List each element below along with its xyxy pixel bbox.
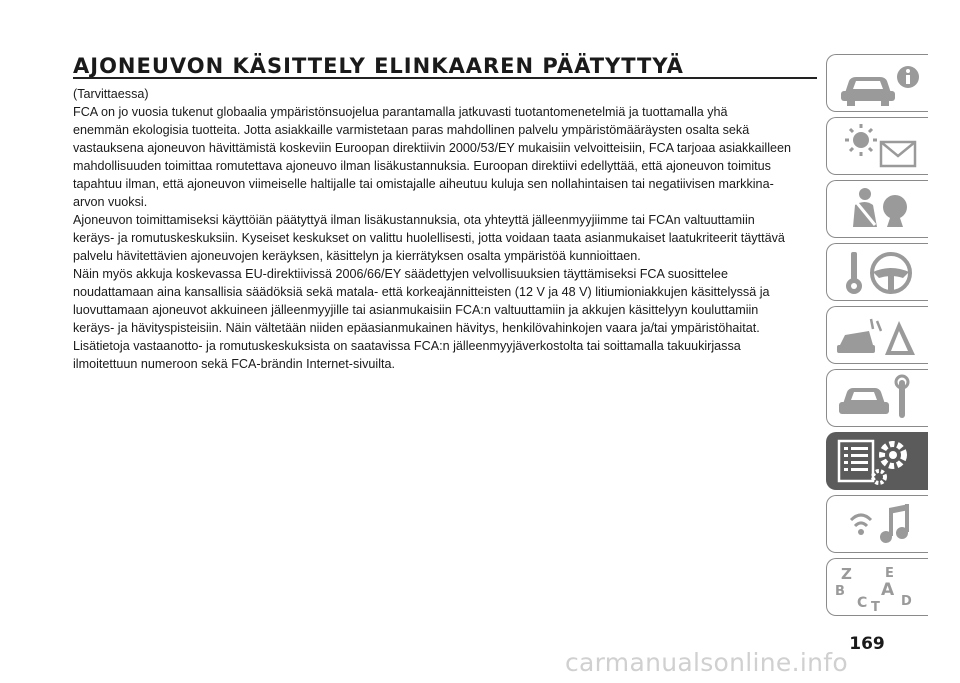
text-line: Lisätietoja vastaanotto- ja romutuskeskuksista on saatavissa FCA:n jälleenmyyjäverkostolta tai soittamalla takuukirjassa xyxy=(73,339,741,353)
index-letter: B xyxy=(835,584,845,599)
text-line: keräys- ja hävityspisteisiin. Näin vältetään niiden epäasianmukainen hävitys, henkilövahinkojen vaara ja/tai ympäristöhaitat. xyxy=(73,321,760,335)
index-letter: T xyxy=(871,600,880,613)
index-letter: Z xyxy=(841,565,852,583)
text-line: keräys- ja romutuskeskuksiin. Kyseiset keskukset on valittu huolellisesti, jotta voidaan taata asianmukaiset laatukriteerit täyttävä xyxy=(73,231,785,245)
tab-safety[interactable] xyxy=(826,180,928,238)
index-letter: A xyxy=(881,580,895,600)
title-rule xyxy=(73,77,817,79)
body-text xyxy=(73,85,823,373)
tab-technical-data[interactable] xyxy=(826,432,928,490)
subtitle-line: (Tarvittaessa) xyxy=(73,87,149,101)
technical-data-icon xyxy=(833,437,923,487)
breakdown-triangle-icon xyxy=(833,311,923,361)
text-line: mahdollisuuden toimittaa romutettava ajoneuvo ilman lisäkustannuksia. Euroopan direktiivi edellyttää, että ajoneuvon toimitus xyxy=(73,159,771,173)
tab-car-info[interactable] xyxy=(826,54,928,112)
tab-maintenance[interactable] xyxy=(826,369,928,427)
text-line: luovuttamaan ajoneuvot akkuineen jälleenmyyjille tai asianmukaisiin FCA:n valtuuttamiin ja akkujen käsittelyyn kouluttamiin xyxy=(73,303,759,317)
tab-starting-driving[interactable] xyxy=(826,243,928,301)
index-letter: C xyxy=(857,595,868,611)
car-info-icon xyxy=(833,59,923,109)
index-letter: E xyxy=(885,566,894,581)
airbag-seatbelt-icon xyxy=(833,185,923,235)
warning-lights-icon xyxy=(833,122,923,172)
alphabetical-index-icon xyxy=(833,563,923,613)
text-line: noudattamaan aina kansallisia säädöksiä sekä matala- että korkeajännitteisten (12 V ja 48 V) litiumioniakkujen käsittelyssä ja xyxy=(73,285,770,299)
key-steering-wheel-icon xyxy=(833,248,923,298)
page-title: AJONEUVON KÄSITTELY ELINKAAREN PÄÄTYTTYÄ xyxy=(73,54,684,78)
multimedia-icon xyxy=(833,500,923,550)
text-line: tapahtuu ilman, että ajoneuvon viimeiselle haltijalle tai omistajalle aiheutuu kuluja sen nollahintaisen tai negatiivisen markkina- xyxy=(73,177,774,191)
text-line: Näin myös akkuja koskevassa EU-direktiivissä 2006/66/EY säädettyjen velvollisuuksien täyttämiseksi FCA suosittelee xyxy=(73,267,728,281)
page-number: 169 xyxy=(849,634,885,654)
text-line: ilmoitettuun numeroon sekä FCA-brändin Internet-sivuilta. xyxy=(73,357,395,371)
text-line: enemmän ekologisia tuotteita. Jotta asiakkaille varmistetaan paras mahdollinen palvelu ympäristömääräysten osalta sekä xyxy=(73,123,750,137)
index-letter: D xyxy=(901,594,912,609)
text-line: Ajoneuvon toimittamiseksi käyttöiän päätyttyä ilman lisäkustannuksia, ota yhteyttä jälleenmyyjiimme tai FCAn valtuuttamiin xyxy=(73,213,755,227)
car-service-tools-icon xyxy=(833,374,923,424)
text-line: vastauksena ajoneuvon hävittämistä koskeviin Euroopan direktiivin 2000/53/EY mukaisiin velvoitteisiin, FCA tarjoaa asiakkailleen xyxy=(73,141,792,155)
text-line: arvon vuoksi. xyxy=(73,195,148,209)
tab-emergency[interactable] xyxy=(826,306,928,364)
tab-index[interactable] xyxy=(826,558,928,616)
text-line: FCA on jo vuosia tukenut globaalia ympäristönsuojelua parantamalla jatkuvasti tuotantomenetelmiä ja tuottamalla yhä xyxy=(73,105,728,119)
tab-warning-lights[interactable] xyxy=(826,117,928,175)
text-line: palvelu hävitettävien ajoneuvojen keräyksen, käsittelyn ja kierrätyksen osalta ympäristöä kunnioittaen. xyxy=(73,249,641,263)
watermark: carmanualsonline.info xyxy=(565,648,848,677)
tab-multimedia[interactable] xyxy=(826,495,928,553)
